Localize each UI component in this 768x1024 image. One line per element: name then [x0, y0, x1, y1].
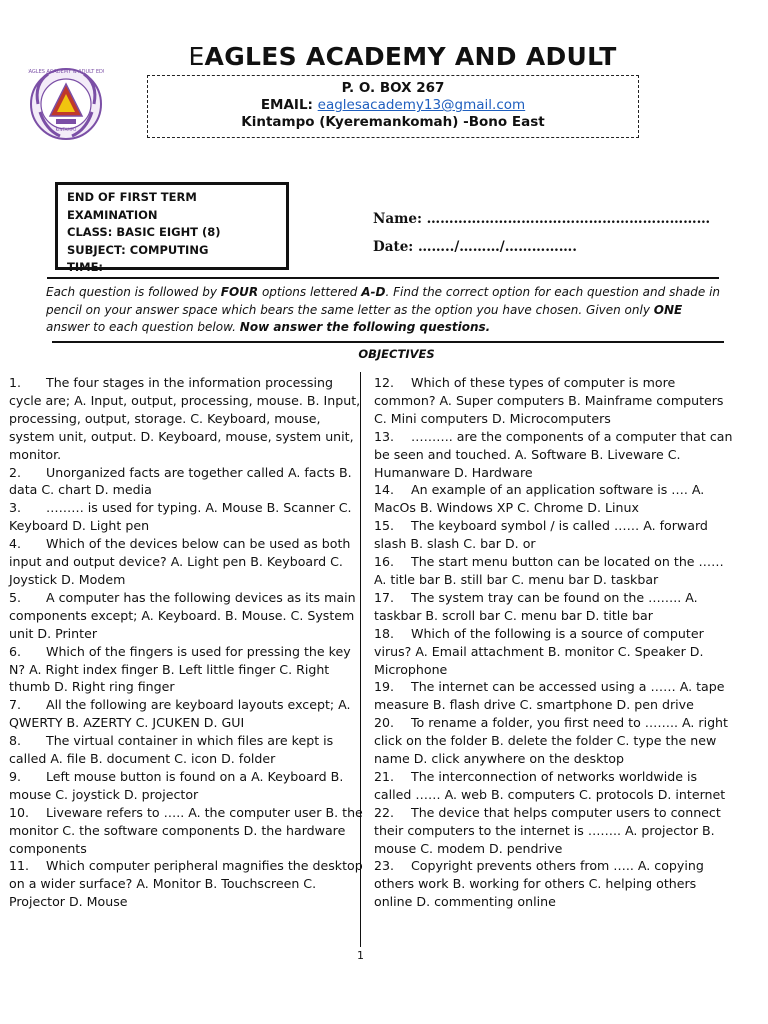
- question-text: To rename a folder, you first need to …….. A. right click on the folder B. delete the folder C. type the new name D. click anywhere on the desktop: [374, 715, 728, 767]
- question-number: 15.: [374, 518, 395, 534]
- question: [374, 625, 734, 679]
- question-number: 6.: [9, 643, 22, 659]
- question-text: The system tray can be found on the …….. A. taskbar B. scroll bar C. menu bar D. title bar: [374, 589, 698, 623]
- school-name-first-letter: E: [188, 42, 205, 71]
- instructions-ad: A-D: [361, 285, 386, 299]
- question: [9, 374, 363, 464]
- question-number: 19.: [374, 679, 395, 695]
- question-number: 7.: [9, 697, 22, 713]
- exam-class: CLASS: BASIC EIGHT (8): [67, 225, 221, 239]
- logo-text-top: EAGLES ACADEMY & ADULT EDU: [28, 69, 104, 75]
- instructions-text-1: Each question is followed by: [46, 285, 221, 299]
- question: [374, 857, 734, 911]
- exam-info-box: [55, 182, 289, 274]
- question: [374, 428, 734, 482]
- question-text: Which computer peripheral magnifies the desktop on a wider surface? A. Monitor B. Touchscreen C. Projector D. Mouse: [9, 858, 363, 910]
- question-text: ……… is used for typing. A. Mouse B. Scanner C. Keyboard D. Light pen: [9, 500, 352, 534]
- question: [9, 643, 363, 697]
- question: [374, 768, 734, 804]
- question-number: 8.: [9, 733, 22, 749]
- question-number: 9.: [9, 768, 22, 784]
- question-text: Left mouse button is found on a A. Keyboard B. mouse C. joystick D. projector: [9, 768, 344, 802]
- question-text: Copyright prevents others from ….. A. copying others work B. working for others C. helping others online D. commenting online: [374, 858, 704, 910]
- question-number: 1.: [9, 375, 22, 390]
- page-number: 1: [357, 949, 364, 962]
- instructions-one: ONE: [653, 302, 683, 317]
- question-number: 20.: [374, 715, 395, 731]
- questions-left-column: [9, 374, 363, 911]
- question-number: 4.: [9, 536, 22, 552]
- question-number: 14.: [374, 482, 395, 498]
- question-text: Which of the devices below can be used as both input and output device? A. Light pen B. Keyboard C. Joystick D. Modem: [9, 536, 351, 587]
- question-number: 5.: [9, 589, 22, 605]
- question: [374, 517, 734, 553]
- question: [374, 804, 734, 858]
- question: [374, 374, 734, 428]
- question-text: The internet can be accessed using a …… A. tape measure B. flash drive C. smartphone D. pen drive: [374, 679, 725, 713]
- question-text: Which of these types of computer is more common? A. Super computers B. Mainframe computers C. Mini computers D. Microcomputers: [374, 375, 724, 426]
- question-number: 21.: [374, 768, 395, 784]
- question-number: 17.: [374, 589, 395, 605]
- question-number: 11.: [9, 858, 30, 874]
- location: Kintampo (Kyeremankomah) -Bono East: [241, 114, 545, 130]
- logo-text-bottom: KINTAMPO: [55, 127, 77, 132]
- instructions-text-3: . Find the correct option for each question and shade in pencil on your answer space which bears the same letter as the option you have chosen. Given only: [46, 285, 721, 317]
- instructions-text-4: answer to each question below.: [46, 320, 240, 335]
- school-logo: [28, 64, 104, 144]
- question-number: 3.: [9, 500, 22, 516]
- exam-time: TIME:: [67, 260, 104, 274]
- question: [9, 696, 363, 732]
- question: [9, 499, 363, 535]
- question-number: 13.: [374, 428, 395, 444]
- question-text: Which of the following is a source of computer virus? A. Email attachment B. monitor C. Speaker D. Microphone: [374, 625, 704, 677]
- question: [9, 589, 363, 643]
- question-text: The device that helps computer users to connect their computers to the internet is …….. A. projector B. mouse C. modem D. pendrive: [374, 804, 721, 856]
- question: [374, 714, 734, 768]
- question-text: An example of an application software is …. A. MacOs B. Windows XP C. Chrome D. Linux: [374, 482, 705, 516]
- question: [374, 678, 734, 714]
- school-name-rest: AGLES ACADEMY AND ADULT: [204, 42, 617, 71]
- question-text: All the following are keyboard layouts except; A. QWERTY B. AZERTY C. JCUKEN D. GUI: [9, 697, 351, 731]
- instructions-four: FOUR: [220, 285, 259, 299]
- section-title: OBJECTIVES: [358, 347, 435, 361]
- question-number: 23.: [374, 858, 395, 874]
- question-text: ………. are the components of a computer that can be seen and touched. A. Software B. Liveware C. Humanware D. Hardware: [374, 428, 733, 480]
- email-line: [148, 97, 638, 114]
- school-name: [0, 42, 768, 71]
- question: [374, 481, 734, 517]
- question-text: The start menu button can be located on the …… A. title bar B. still bar C. menu bar D. taskbar: [374, 554, 724, 587]
- exam-subject: SUBJECT: COMPUTING: [67, 242, 209, 257]
- question-text: The virtual container in which files are kept is called A. file B. document C. icon D. folder: [9, 733, 334, 767]
- question: [9, 464, 363, 500]
- question-number: 10.: [9, 804, 30, 820]
- instructions-text-2: options lettered: [258, 285, 362, 299]
- questions-right-column: [374, 374, 734, 911]
- question: [9, 804, 363, 858]
- question-number: 18.: [374, 625, 395, 641]
- divider-top: [47, 277, 719, 279]
- divider-bottom: [52, 341, 724, 343]
- question-text: A computer has the following devices as its main components except; A. Keyboard. B. Mouse. C. System unit D. Printer: [9, 589, 356, 641]
- question: [9, 732, 363, 768]
- exam-title: END OF FIRST TERM EXAMINATION: [67, 190, 197, 222]
- question-text: The interconnection of networks worldwide is called …… A. web B. computers C. protocols D. internet: [374, 768, 726, 802]
- instructions-now: Now answer the following questions.: [239, 320, 491, 335]
- question-number: 22.: [374, 804, 395, 820]
- question: [9, 857, 363, 911]
- question-text: Which of the fingers is used for pressing the key N? A. Right index finger B. Left little finger C. Right thumb D. Right ring finger: [9, 643, 351, 695]
- email-link[interactable]: eaglesacademy13@gmail.com: [317, 97, 526, 113]
- question: [374, 553, 734, 589]
- question-number: 16.: [374, 554, 395, 570]
- question-text: The four stages in the information processing cycle are; A. Input, output, processing, mouse. B. Input, processing, output, storage. C. Keyboard, mouse, system unit, output. D. Keyboard, mouse, system unit, monitor.: [9, 375, 361, 462]
- address-box: [147, 75, 639, 138]
- question-number: 12.: [374, 375, 395, 390]
- student-date-line: Date: ……../………/…………….: [373, 239, 577, 255]
- question-text: Unorganized facts are together called A. facts B. data C. chart D. media: [9, 464, 352, 498]
- question-number: 2.: [9, 464, 22, 480]
- question-text: The keyboard symbol / is called …… A. forward slash B. slash C. bar D. or: [374, 518, 708, 552]
- instructions: [46, 284, 724, 337]
- question-text: Liveware refers to ….. A. the computer user B. the monitor C. the software components D. the hardware components: [9, 804, 363, 856]
- question: [9, 768, 363, 804]
- student-name-line: Name: ………………………………………………………: [373, 211, 711, 227]
- po-box: P. O. BOX 267: [341, 80, 445, 96]
- question: [374, 589, 734, 625]
- email-label: EMAIL:: [260, 97, 313, 113]
- question: [9, 535, 363, 589]
